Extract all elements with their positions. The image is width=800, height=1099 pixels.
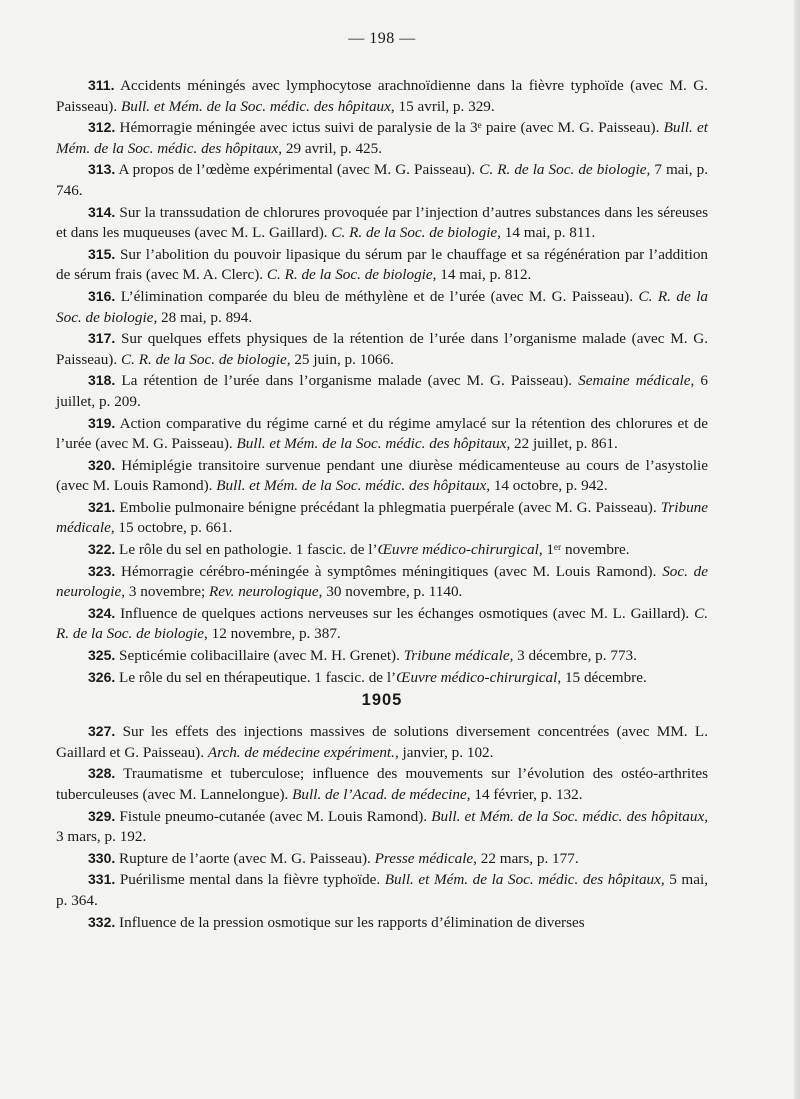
entry-number: 325. bbox=[88, 647, 116, 664]
publication-title: Œuvre médico-chirurgical bbox=[396, 668, 558, 686]
entry-text: , 28 mai, p. 894. bbox=[153, 308, 253, 326]
bibliography-entry bbox=[56, 328, 708, 370]
bibliography-entry bbox=[56, 497, 708, 539]
entry-text: , 29 avril, p. 425. bbox=[278, 139, 383, 157]
publication-title: Tribune médicale bbox=[56, 498, 709, 537]
entry-number: 317. bbox=[88, 330, 116, 347]
entry-text: , 15 avril, p. 329. bbox=[390, 97, 495, 115]
entry-text: , 5 mai, p. 364. bbox=[56, 871, 709, 909]
bibliography-entry bbox=[56, 869, 708, 911]
entry-text: , 25 juin, p. 1066. bbox=[286, 350, 394, 368]
bibliography-entry bbox=[56, 645, 708, 667]
publication-title: C. R. de la Soc. de biologie bbox=[56, 287, 709, 326]
entry-number: 323. bbox=[88, 562, 116, 579]
publication-title: Presse médicale bbox=[374, 849, 474, 867]
entry-number: 315. bbox=[88, 245, 116, 262]
entry-text: Sur la transsudation de chlorures provoquée par l’injection d’autres substances dans les séreuses et dans les muqueuses (avec M. L. Gaillard). bbox=[56, 203, 708, 242]
publication-title: Bull. et Mém. de la Soc. médic. des hôpitaux bbox=[56, 119, 708, 157]
bibliography-entry bbox=[56, 117, 708, 159]
entry-number: 321. bbox=[88, 498, 116, 515]
bibliography-entry bbox=[56, 244, 708, 286]
entry-text: , 22 mars, p. 177. bbox=[473, 849, 579, 867]
entry-text: Le rôle du sel en pathologie. 1 fascic. de l’ bbox=[119, 541, 378, 559]
entry-number: 332. bbox=[88, 913, 116, 930]
entry-text: , 15 octobre, p. 661. bbox=[110, 519, 233, 537]
entry-text: Puérilisme mental dans la fièvre typhoïde. bbox=[119, 871, 385, 889]
entry-text: , 1ᵉʳ novembre. bbox=[538, 541, 630, 559]
entry-number: 313. bbox=[88, 161, 116, 178]
entry-text: Sur quelques effets physiques de la rétention de l’urée dans l’organisme malade (avec M. G. Paisseau). bbox=[56, 330, 708, 368]
publication-title: Bull. et Mém. de la Soc. médic. des hôpitaux bbox=[236, 435, 507, 453]
entry-number: 328. bbox=[88, 765, 116, 782]
bibliography-entry bbox=[56, 561, 708, 603]
entry-text: , 14 mai, p. 812. bbox=[432, 266, 532, 284]
entry-number: 331. bbox=[88, 871, 116, 888]
entry-text: L’élimination comparée du bleu de méthylène et de l’urée (avec M. G. Paisseau). bbox=[120, 287, 639, 305]
publication-title: C. R. de la Soc. de biologie bbox=[120, 350, 287, 368]
bibliography-entry bbox=[56, 667, 708, 689]
page-edge bbox=[794, 0, 800, 1099]
publication-title: Tribune médicale bbox=[403, 647, 510, 665]
publication-title: C. R. de la Soc. de biologie bbox=[479, 161, 647, 179]
entry-text: , 7 mai, p. 746. bbox=[56, 161, 708, 199]
publication-title: Bull. et Mém. de la Soc. médic. des hôpitaux bbox=[120, 97, 391, 115]
entry-text: Le rôle du sel en thérapeutique. 1 fascic. de l’ bbox=[119, 668, 397, 686]
entry-text: Action comparative du régime carné et du régime amylacé sur la rétention des chlorures et de l’urée (avec M. G. Paisseau). bbox=[56, 414, 708, 453]
bibliography-entry bbox=[56, 603, 708, 645]
publication-title: Semaine médicale bbox=[578, 372, 691, 390]
bibliography-entry bbox=[56, 721, 708, 763]
page-number: — 198 — bbox=[348, 30, 416, 47]
bibliography-entry bbox=[56, 539, 708, 561]
entry-text: Sur l’abolition du pouvoir lipasique du sérum par le chauffage et sa régénération par l’addition de sérum frais (avec M. A. Clerc). bbox=[56, 245, 709, 284]
publication-title: Bull. et Mém. de la Soc. médic. des hôpitaux bbox=[431, 807, 705, 825]
entry-text: , 22 juillet, p. 861. bbox=[506, 435, 618, 453]
entry-number: 311. bbox=[88, 77, 115, 93]
bibliography-entry bbox=[56, 413, 708, 455]
entry-text: Fistule pneumo-cutanée (avec M. Louis Ramond). bbox=[119, 807, 432, 825]
entry-text: , 30 novembre, p. 1140. bbox=[318, 583, 463, 601]
entry-number: 316. bbox=[88, 287, 116, 304]
publication-title: C. R. de la Soc. de biologie bbox=[266, 266, 433, 284]
entry-text: Accidents méningés avec lymphocytose arachnoïdienne dans la fièvre typhoïde (avec M. G. Paisseau). bbox=[56, 77, 708, 115]
entry-text: Septicémie colibacillaire (avec M. H. Grenet). bbox=[119, 647, 404, 665]
entry-number: 330. bbox=[88, 849, 116, 866]
bibliography-list-1904 bbox=[56, 75, 708, 688]
entry-text: Rupture de l’aorte (avec M. G. Paisseau). bbox=[119, 849, 375, 867]
bibliography-entry bbox=[56, 202, 708, 244]
entry-text: , 15 décembre. bbox=[557, 668, 647, 686]
bibliography-entry bbox=[56, 848, 708, 870]
entry-number: 329. bbox=[88, 807, 116, 824]
entry-text: , 3 mars, p. 192. bbox=[56, 807, 708, 846]
bibliography-entry bbox=[56, 912, 708, 934]
entry-number: 324. bbox=[88, 604, 116, 621]
bibliography-entry bbox=[56, 159, 708, 201]
entry-text: A propos de l’œdème expérimental (avec M. G. Paisseau). bbox=[118, 161, 480, 179]
publication-title: Bull. et Mém. de la Soc. médic. des hôpitaux bbox=[384, 871, 661, 889]
entry-text: Hémiplégie transitoire survenue pendant une diurèse médicamenteuse au cours de l’asystolie (avec M. Louis Ramond). bbox=[56, 456, 708, 495]
publication-title: Œuvre médico-chirurgical bbox=[377, 541, 539, 559]
entry-number: 327. bbox=[88, 723, 116, 740]
entry-text: , 3 décembre, p. 773. bbox=[509, 647, 637, 665]
year-heading: 1905 bbox=[361, 691, 403, 710]
entry-text: , 6 juillet, p. 209. bbox=[56, 372, 709, 410]
publication-title: Rev. neurologique bbox=[208, 583, 319, 601]
entry-text: La rétention de l’urée dans l’organisme malade (avec M. G. Paisseau). bbox=[121, 372, 579, 390]
bibliography-entry bbox=[56, 370, 708, 412]
entry-text: , 3 novembre; bbox=[121, 583, 209, 601]
entry-number: 319. bbox=[88, 414, 116, 431]
entry-number: 312. bbox=[88, 119, 116, 136]
entry-text: Sur les effets des injections massives de solutions diversement concentrées (avec MM. L. Gaillard et G. Paisseau). bbox=[56, 723, 709, 761]
publication-title: C. R. de la Soc. de biologie bbox=[331, 224, 498, 242]
publication-title: Bull. et Mém. de la Soc. médic. des hôpitaux bbox=[216, 477, 487, 495]
publication-title: C. R. de la Soc. de biologie bbox=[56, 604, 709, 643]
entry-text: Influence de quelques actions nerveuses sur les échanges osmotiques (avec M. L. Gaillard). bbox=[120, 604, 695, 622]
entry-text: Hémorragie méningée avec ictus suivi de paralysie de la 3ᵉ paire (avec M. G. Paisseau). bbox=[119, 119, 664, 137]
bibliography-entry bbox=[56, 763, 708, 805]
bibliography-list-1905 bbox=[56, 721, 708, 933]
bibliography-entry bbox=[56, 75, 708, 117]
entry-text: Traumatisme et tuberculose; influence des mouvements sur l’évolution des ostéo-arthrites tuberculeuses (avec M. Lannelongue). bbox=[56, 765, 708, 803]
entry-text: , 14 mai, p. 811. bbox=[497, 224, 596, 242]
bibliography-entry bbox=[56, 806, 708, 848]
bibliography-entry bbox=[56, 455, 708, 497]
publication-title: Arch. de médecine expériment. bbox=[207, 743, 395, 761]
entry-number: 314. bbox=[88, 203, 116, 220]
publication-title: Soc. de neurologie bbox=[56, 562, 709, 601]
publication-title: Bull. de l’Acad. de médecine bbox=[292, 786, 467, 803]
bibliography-entry bbox=[56, 286, 708, 328]
entry-text: , 14 février, p. 132. bbox=[466, 786, 583, 803]
entry-text: , janvier, p. 102. bbox=[394, 743, 494, 761]
entry-text: Hémorragie cérébro-méningée à symptômes méningitiques (avec M. Louis Ramond). bbox=[121, 562, 663, 580]
entry-text: Embolie pulmonaire bénigne précédant la phlegmatia puerpérale (avec M. G. Paisseau). bbox=[119, 498, 661, 516]
entry-text: Influence de la pression osmotique sur les rapports d’élimination de diverses bbox=[119, 913, 585, 931]
entry-number: 322. bbox=[88, 541, 116, 558]
entry-text: , 12 novembre, p. 387. bbox=[204, 625, 341, 643]
entry-text: , 14 octobre, p. 942. bbox=[486, 477, 608, 495]
entry-number: 318. bbox=[88, 372, 116, 389]
entry-number: 320. bbox=[88, 456, 116, 473]
entry-number: 326. bbox=[88, 668, 116, 685]
